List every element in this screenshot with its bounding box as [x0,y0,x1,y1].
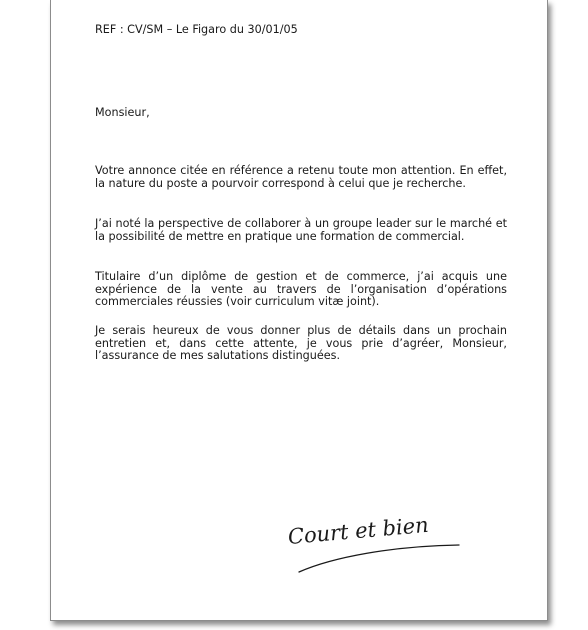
signature-text: Court et bien [286,512,430,549]
paragraph-2: J’ai noté la perspective de collaborer à un groupe leader sur le marché et la possibilité de mettre en pratique une formation de commercial. [95,217,507,243]
signature-underline-swash [283,513,483,593]
paragraph-4: Je serais heureux de vous donner plus de détails dans un prochain entretien et, dans cette attente, je vous prie d’agréer, Monsieur, l’assurance de mes salutations distinguées. [95,324,507,363]
salutation: Monsieur, [95,106,150,119]
signature [283,513,483,593]
paragraph-3: Titulaire d’un diplôme de gestion et de commerce, j’ai acquis une expérience de la vente au travers de l’organisation d’opérations commerciales réussies (voir curriculum vitæ joint). [95,270,507,309]
letter-page [50,0,548,621]
paragraph-1: Votre annonce citée en référence a retenu toute mon attention. En effet, la nature du poste a pourvoir correspond à celui que je recherche. [95,164,507,190]
reference-line: REF : CV/SM – Le Figaro du 30/01/05 [95,23,298,36]
